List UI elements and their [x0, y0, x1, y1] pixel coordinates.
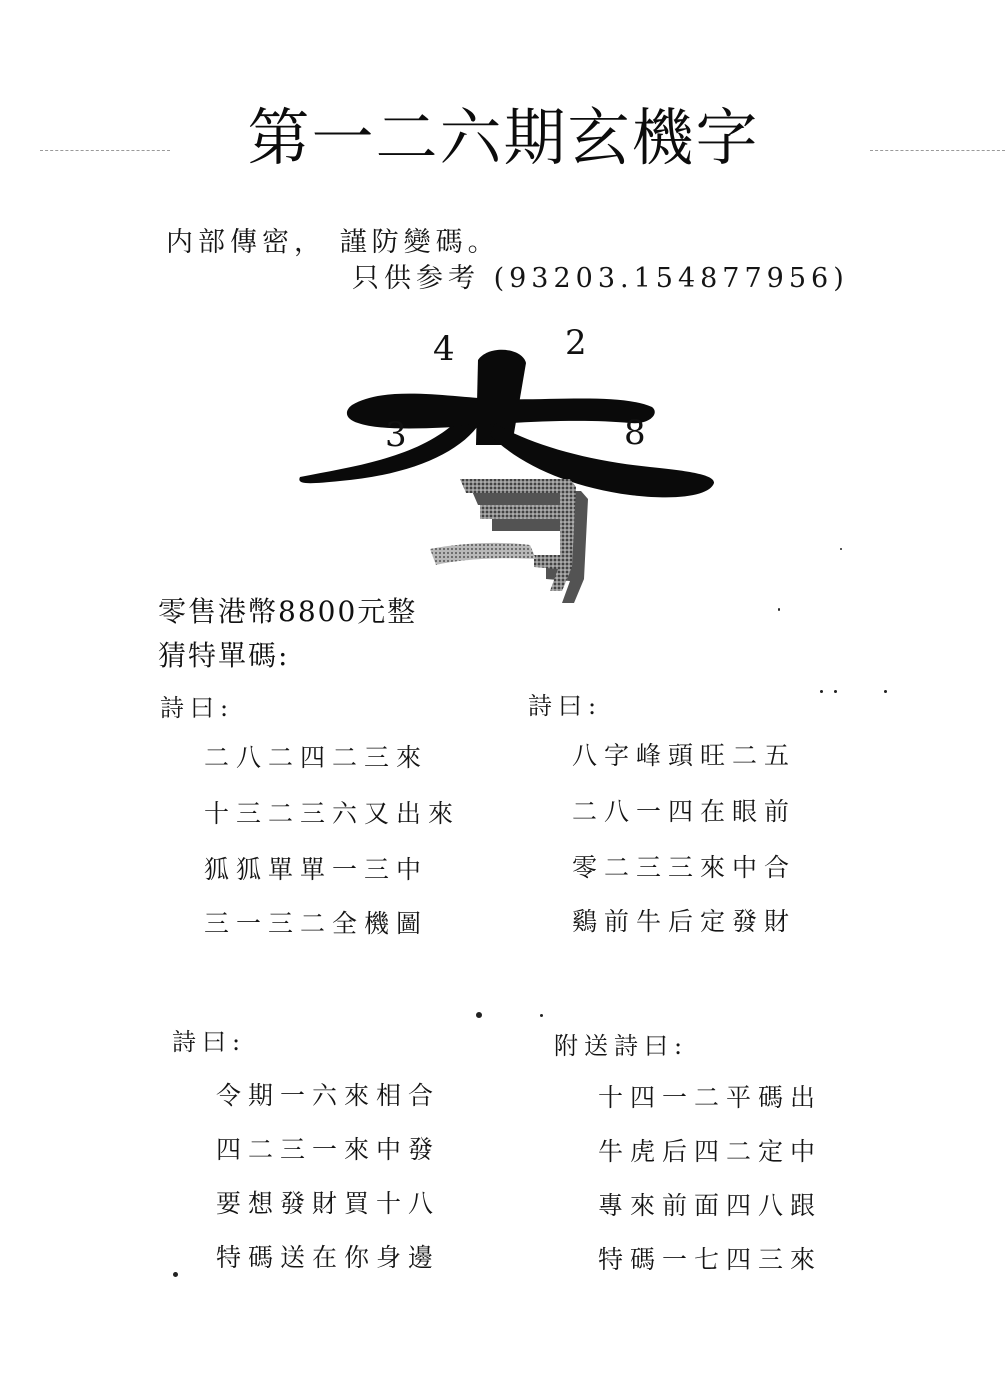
lower-foot-stroke — [430, 543, 536, 565]
poem-line: 十三二三六又出來 — [204, 799, 461, 828]
poem-line: 三一三二全機圖 — [204, 909, 429, 938]
poem-block-1 — [160, 688, 234, 723]
poem-line: 特碼送在你身邊 — [216, 1243, 441, 1272]
scan-speck — [840, 548, 842, 550]
poem-line: 狐狐單單一三中 — [204, 855, 429, 884]
poem-line: 專來前面四八跟 — [598, 1191, 823, 1220]
poem-line: 八字峰頭旺二五 — [572, 741, 797, 770]
scan-speck — [884, 690, 887, 693]
number-right: 8 — [624, 413, 646, 453]
poem-heading: 詩曰: — [160, 694, 235, 722]
poem-line: 二八二四二三來 — [204, 743, 429, 772]
poem-line: 二八一四在眼前 — [572, 797, 797, 826]
poem-line: 十四一二平碼出 — [598, 1083, 823, 1112]
number-left: 3 — [385, 415, 407, 455]
big-character-graphic — [290, 335, 720, 605]
poem-line: 要想發財買十八 — [216, 1189, 441, 1218]
poem-line: 特碼一七四三來 — [598, 1245, 823, 1274]
big-character-figure — [290, 323, 720, 605]
number-top-left: 4 — [433, 329, 455, 369]
scan-speck — [476, 1012, 482, 1018]
poem-line: 鷄前牛后定發財 — [572, 907, 797, 936]
guess-text: 猜特單碼: — [158, 639, 290, 672]
price-text: 零售港幣8800元整 — [158, 595, 418, 628]
poem-heading: 附送詩曰: — [554, 1032, 689, 1060]
poem-heading: 詩曰: — [528, 692, 603, 720]
page-title: 第一二六期玄機字 — [247, 101, 760, 174]
poem-heading: 詩曰: — [172, 1028, 247, 1056]
scan-speck — [540, 1014, 543, 1017]
poem-line: 四二三一來中發 — [216, 1135, 441, 1164]
poem-line: 牛虎后四二定中 — [598, 1137, 823, 1166]
poem-line: 令期一六來相合 — [216, 1081, 441, 1110]
scan-speck — [820, 690, 823, 693]
scan-speck — [778, 608, 780, 611]
scan-speck — [834, 690, 837, 693]
number-top-right: 2 — [565, 323, 587, 363]
scan-speck — [173, 1272, 178, 1277]
notice-reference: 只供参考 (93203.154877956) — [352, 263, 849, 294]
notice-confidential: 内部傳密， 謹防變碼。 — [166, 227, 500, 258]
poem-line: 零二三三來中合 — [572, 853, 797, 882]
